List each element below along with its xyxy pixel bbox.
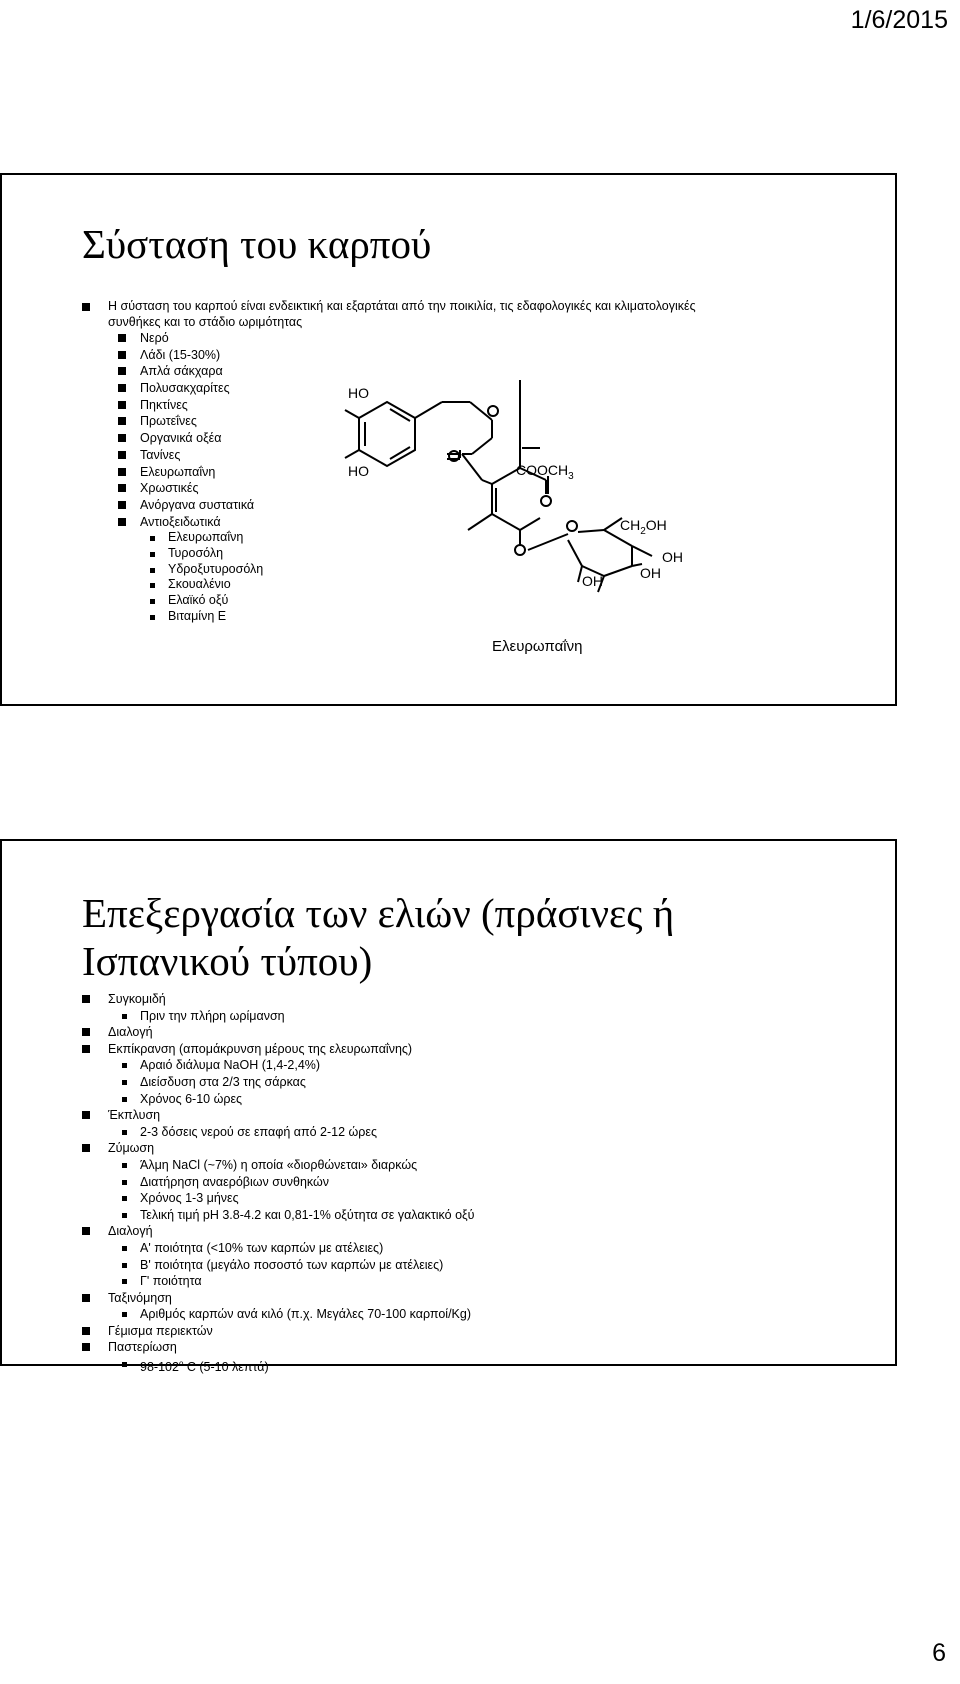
square-bullet-icon	[118, 451, 126, 459]
list-item-text: Βιταμίνη Ε	[168, 608, 227, 623]
square-bullet-icon	[118, 367, 126, 375]
square-bullet-icon	[82, 1343, 90, 1351]
square-bullet-icon	[118, 484, 126, 492]
list-item-text: Πρωτεΐνες	[140, 414, 197, 429]
list-item-text: Ταξινόμηση	[108, 1290, 172, 1305]
list-item-text: Διαλογή	[108, 1224, 153, 1239]
list-item-text: Υδροξυτυροσόλη	[168, 561, 264, 576]
list-item-text: Λάδι (15-30%)	[140, 347, 221, 362]
slide-fruit-composition	[0, 173, 897, 706]
square-bullet-icon	[122, 1362, 127, 1367]
list-item-text: Έκπλυση	[108, 1108, 161, 1123]
sub-list-item	[108, 1008, 474, 1025]
list-item-text: Τελική τιμή pH 3.8-4.2 και 0,81-1% οξύτητα σε γαλακτικό οξύ	[140, 1207, 475, 1222]
square-bullet-icon	[150, 599, 155, 604]
list-item-text: Άλμη NaCl (~7%) η οποία «διορθώνεται» διαρκώς	[140, 1157, 418, 1172]
list-item	[108, 363, 708, 380]
oh-label: OH	[640, 565, 661, 581]
square-bullet-icon	[122, 1080, 127, 1085]
list-item	[108, 1323, 474, 1340]
list-item-text: Ελαϊκό οξύ	[168, 593, 229, 607]
list-item-text: 98-102$^o$ C (5-10 λεπτά)	[140, 1359, 269, 1375]
page-date: 1/6/2015	[850, 6, 948, 34]
square-bullet-icon	[122, 1180, 127, 1185]
square-bullet-icon	[122, 1196, 127, 1201]
list-item-text: Αντιοξειδωτικά	[140, 514, 221, 529]
square-bullet-icon	[118, 351, 126, 359]
sub-list-item	[108, 1190, 474, 1207]
square-bullet-icon	[122, 1097, 127, 1102]
square-bullet-icon	[122, 1063, 127, 1068]
processing-steps-list	[108, 991, 474, 1373]
square-bullet-icon	[118, 401, 126, 409]
list-item	[108, 1024, 474, 1041]
sub-list-item	[108, 1074, 474, 1091]
slide-title: Σύσταση του καρπού	[82, 221, 432, 267]
list-item	[108, 1041, 474, 1058]
list-item-intro	[108, 299, 698, 330]
list-item-text: Χρωστικές	[140, 481, 199, 496]
list-item-text: Οργανικά οξέα	[140, 431, 222, 446]
square-bullet-icon	[122, 1130, 127, 1135]
sub-list-item	[108, 1174, 474, 1191]
list-item-text: Νερό	[140, 331, 169, 345]
sub-list-item	[108, 1057, 474, 1074]
list-item-text: Χρόνος 1-3 μήνες	[140, 1191, 239, 1206]
sub-list-item	[108, 1257, 474, 1274]
square-bullet-icon	[150, 536, 155, 541]
sub-list-item	[108, 1157, 474, 1174]
list-item	[108, 1339, 474, 1356]
list-item	[108, 991, 474, 1008]
list-item-text: Β' ποιότητα (μεγάλο ποσοστό των καρπών με ατέλειες)	[140, 1257, 444, 1272]
list-item	[108, 1140, 474, 1157]
list-item-text: Αριθμός καρπών ανά κιλό (π.χ. Μεγάλες 70-100 καρποί/Kg)	[140, 1307, 472, 1322]
sub-list-item	[108, 1273, 474, 1290]
square-bullet-icon	[82, 1111, 90, 1119]
list-item-text: Διατήρηση αναερόβιων συνθηκών	[140, 1174, 330, 1189]
sub-list-item	[108, 1306, 474, 1323]
square-bullet-icon	[82, 1144, 90, 1152]
square-bullet-icon	[118, 501, 126, 509]
oh-label: OH	[662, 549, 683, 565]
list-item-text: Α' ποιότητα (<10% των καρπών με ατέλειες)	[140, 1240, 384, 1255]
square-bullet-icon	[122, 1014, 127, 1019]
list-item-text: Εκπίκρανση (απομάκρυνση μέρους της ελευρωπαΐνης)	[108, 1041, 413, 1056]
square-bullet-icon	[118, 384, 126, 392]
list-item	[108, 1290, 474, 1307]
list-item-text: Τανίνες	[140, 447, 181, 462]
square-bullet-icon	[82, 303, 90, 311]
list-item-text: Πριν την πλήρη ωρίμανση	[140, 1008, 285, 1023]
page-number: 6	[932, 1639, 946, 1667]
list-item-text: Απλά σάκχαρα	[140, 364, 223, 379]
list-item-text: Ελευρωπαΐνη	[140, 464, 216, 479]
square-bullet-icon	[82, 1045, 90, 1053]
list-item	[108, 1223, 474, 1240]
list-item-text: Γ' ποιότητα	[140, 1274, 202, 1289]
list-item-text: Διείσδυση στα 2/3 της σάρκας	[140, 1074, 306, 1089]
list-item-text: Ελευρωπαΐνη	[168, 530, 244, 545]
slide-olive-processing	[0, 839, 897, 1375]
sub-list-item	[108, 1356, 474, 1373]
list-item-text: Πηκτίνες	[140, 397, 188, 412]
title-line-1: Επεξεργασία των ελιών (πράσινες ή	[82, 890, 675, 936]
square-bullet-icon	[82, 995, 90, 1003]
square-bullet-icon	[122, 1213, 127, 1218]
square-bullet-icon	[118, 417, 126, 425]
cooch3-label: $COOCH_3$	[516, 462, 574, 482]
sub-list-item	[108, 1240, 474, 1257]
list-item-text: Διαλογή	[108, 1025, 153, 1040]
oleuropein-structure	[342, 380, 702, 620]
list-item-text: Αραιό διάλυμα NaOH (1,4-2,4%)	[140, 1058, 321, 1073]
list-item-text: Γέμισμα περιεκτών	[108, 1323, 213, 1338]
square-bullet-icon	[150, 615, 155, 620]
square-bullet-icon	[82, 1327, 90, 1335]
list-item	[108, 330, 708, 347]
square-bullet-icon	[122, 1279, 127, 1284]
square-bullet-icon	[150, 568, 155, 573]
square-bullet-icon	[122, 1312, 127, 1317]
square-bullet-icon	[82, 1028, 90, 1036]
square-bullet-icon	[150, 552, 155, 557]
list-item-text: Συγκομιδή	[108, 992, 166, 1006]
ch2oh-label: $CH_2OH$	[620, 517, 667, 537]
list-item-text: Ανόργανα συστατικά	[140, 497, 255, 512]
list-item-text: 2-3 δόσεις νερού σε επαφή από 2-12 ώρες	[140, 1124, 377, 1139]
list-item-text: Η σύσταση του καρπού είναι ενδεικτική και εξαρτάται από την ποικιλία, τις εδαφολογικές και κλιματολογικές συνθήκες και το στάδιο ωριμότητας	[108, 299, 696, 329]
square-bullet-icon	[118, 468, 126, 476]
sub-list-item	[108, 1091, 474, 1108]
list-item	[108, 347, 708, 364]
sub-list-item	[108, 1207, 474, 1224]
square-bullet-icon	[82, 1294, 90, 1302]
square-bullet-icon	[82, 1227, 90, 1235]
list-item	[108, 1107, 474, 1124]
ho-label: HO	[348, 463, 369, 479]
ho-label: HO	[348, 385, 369, 401]
square-bullet-icon	[122, 1163, 127, 1168]
list-item-text: Πολυσακχαρίτες	[140, 381, 230, 396]
list-item-text: Τυροσόλη	[168, 545, 224, 560]
list-item-text: Σκουαλένιο	[168, 577, 231, 592]
square-bullet-icon	[118, 434, 126, 442]
slide-title	[82, 889, 674, 985]
square-bullet-icon	[118, 334, 126, 342]
square-bullet-icon	[118, 518, 126, 526]
square-bullet-icon	[122, 1263, 127, 1268]
sub-list-item	[108, 1124, 474, 1141]
square-bullet-icon	[150, 583, 155, 588]
list-item-text: Χρόνος 6-10 ώρες	[140, 1091, 243, 1106]
title-line-2: Ισπανικού τύπου)	[82, 938, 373, 984]
square-bullet-icon	[122, 1246, 127, 1251]
list-item-text: Παστερίωση	[108, 1340, 177, 1355]
oh-label: OH	[582, 573, 603, 589]
list-item-text: Ζύμωση	[108, 1141, 155, 1156]
molecule-caption: Ελευρωπαΐνη	[492, 638, 583, 655]
